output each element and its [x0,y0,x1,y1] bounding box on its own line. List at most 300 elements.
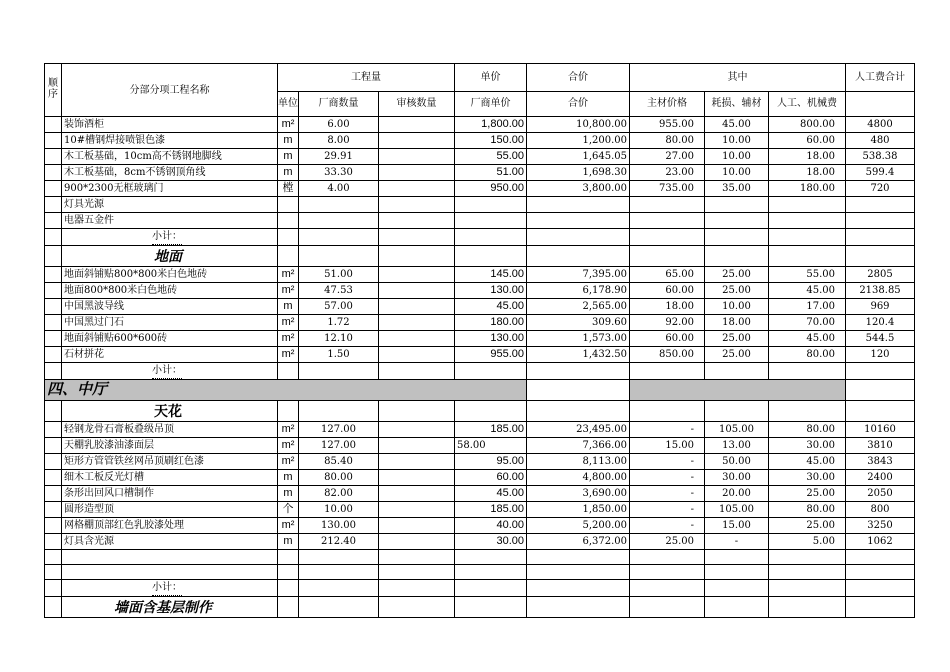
row-total: 7,395.00 [527,267,630,283]
row-total: 2,565.00 [527,299,630,315]
subtotal-row [45,580,915,597]
empty-cell [846,597,915,618]
row-unit: m² [278,267,299,283]
header-labor-total-blank [846,92,915,117]
table-row [45,454,915,470]
row-loss: 15.00 [705,518,769,534]
empty-cell [299,597,379,618]
table-row [45,197,915,213]
row-loss: 10.00 [705,149,769,165]
empty-cell [527,363,630,380]
row-labor: 30.00 [769,470,846,486]
row-seq [45,486,62,502]
empty-cell [527,580,630,597]
row-audit-qty [379,165,455,181]
row-name: 装饰酒柜 [62,117,278,133]
row-qty: 4.00 [299,181,379,197]
empty-cell [299,246,379,267]
row-price: 95.00 [455,454,527,470]
row-loss: 10.00 [705,299,769,315]
table-row [45,502,915,518]
row-audit-qty [379,213,455,229]
table-row [45,422,915,438]
row-price [455,565,527,580]
row-unit: 个 [278,502,299,518]
row-qty: 130.00 [299,518,379,534]
empty-cell [630,246,705,267]
row-labor-total: 3810 [846,438,915,454]
row-seq [45,347,62,363]
row-loss: 30.00 [705,470,769,486]
row-total [527,213,630,229]
empty-cell [278,363,299,380]
row-loss: 20.00 [705,486,769,502]
empty-cell [769,580,846,597]
row-loss: 25.00 [705,267,769,283]
row-material: 27.00 [630,149,705,165]
empty-cell [278,229,299,246]
row-labor: 80.00 [769,502,846,518]
row-total: 1,573.00 [527,331,630,347]
row-price: 130.00 [455,283,527,299]
row-qty: 85.40 [299,454,379,470]
table-row [45,550,915,565]
row-qty: 127.00 [299,422,379,438]
row-seq [45,580,62,597]
row-seq [45,246,62,267]
row-loss: 25.00 [705,331,769,347]
row-material: - [630,502,705,518]
section-end-cell [846,380,915,401]
row-price: 1,800.00 [455,117,527,133]
row-seq [45,565,62,580]
empty-cell [846,246,915,267]
row-price [455,213,527,229]
row-price [455,550,527,565]
row-labor: 18.00 [769,149,846,165]
row-unit: m [278,470,299,486]
empty-cell [630,597,705,618]
row-labor-total: 2050 [846,486,915,502]
table-row [45,117,915,133]
row-loss: 105.00 [705,422,769,438]
row-labor-total: 120 [846,347,915,363]
row-labor-total: 2805 [846,267,915,283]
section-title: 四、中厅 [45,380,527,401]
header-breakdown-group: 其中 [630,64,846,92]
empty-cell [769,597,846,618]
row-price: 51.00 [455,165,527,181]
row-unit: m² [278,422,299,438]
table-row [45,486,915,502]
empty-cell [527,597,630,618]
empty-cell [379,229,455,246]
row-seq [45,534,62,550]
empty-cell [455,246,527,267]
row-loss [705,197,769,213]
subtotal-label: 小计： [152,229,182,245]
row-material: 92.00 [630,315,705,331]
row-labor-total: 544.5 [846,331,915,347]
row-labor: 70.00 [769,315,846,331]
row-total: 1,850.00 [527,502,630,518]
row-loss: 10.00 [705,165,769,181]
row-material: - [630,454,705,470]
row-labor-total [846,197,915,213]
row-name [62,550,278,565]
row-name: 天棚乳胶漆油漆面层 [62,438,278,454]
table-row [45,165,915,181]
row-labor: 60.00 [769,133,846,149]
row-seq [45,117,62,133]
empty-cell [705,580,769,597]
row-unit [278,565,299,580]
subtotal-label-cell [62,363,278,380]
row-name: 细木工板反光灯槽 [62,470,278,486]
row-qty [299,565,379,580]
row-loss: 18.00 [705,315,769,331]
empty-cell [846,229,915,246]
row-seq [45,283,62,299]
row-labor-total: 10160 [846,422,915,438]
row-material [630,550,705,565]
row-labor: 25.00 [769,486,846,502]
subtotal-label-cell [62,580,278,597]
table-row [45,213,915,229]
row-seq [45,299,62,315]
empty-cell [846,363,915,380]
row-unit: m [278,165,299,181]
row-audit-qty [379,422,455,438]
header-qty-group: 工程量 [278,64,455,92]
empty-cell [846,580,915,597]
empty-cell [705,401,769,422]
header-total-group: 合价 [527,64,630,92]
row-unit [278,197,299,213]
row-total: 8,113.00 [527,454,630,470]
row-unit: m [278,133,299,149]
row-total: 4,800.00 [527,470,630,486]
empty-cell [278,401,299,422]
row-name: 地面斜铺贴800*800米白色地砖 [62,267,278,283]
row-labor [769,197,846,213]
row-total: 1,645.05 [527,149,630,165]
row-labor: 5.00 [769,534,846,550]
row-qty: 6.00 [299,117,379,133]
row-seq [45,165,62,181]
empty-cell [379,401,455,422]
row-labor-total: 4800 [846,117,915,133]
table-row [45,518,915,534]
row-loss: 50.00 [705,454,769,470]
quotation-table [44,63,915,618]
header-name: 分部分项工程名称 [62,64,278,117]
empty-cell [278,597,299,618]
row-qty: 57.00 [299,299,379,315]
row-labor: 80.00 [769,347,846,363]
row-seq [45,331,62,347]
row-seq [45,197,62,213]
row-total: 23,495.00 [527,422,630,438]
header-total: 合价 [527,92,630,117]
empty-cell [379,246,455,267]
row-material: 80.00 [630,133,705,149]
row-audit-qty [379,550,455,565]
table-body [45,117,915,618]
empty-cell [705,363,769,380]
row-price: 58.00 [455,438,527,454]
row-total: 6,372.00 [527,534,630,550]
row-material [630,197,705,213]
section-gray-cell [630,380,846,401]
row-labor-total: 2400 [846,470,915,486]
row-price: 45.00 [455,299,527,315]
section-total-cell [527,380,630,401]
row-audit-qty [379,470,455,486]
row-seq [45,454,62,470]
row-audit-qty [379,534,455,550]
row-labor-total: 538.38 [846,149,915,165]
row-price: 955.00 [455,347,527,363]
row-audit-qty [379,283,455,299]
subtotal-row [45,229,915,246]
row-name: 灯具含光源 [62,534,278,550]
row-qty: 80.00 [299,470,379,486]
row-seq [45,597,62,618]
row-labor-total: 1062 [846,534,915,550]
empty-cell [379,597,455,618]
row-name: 网格棚顶部红色乳胶漆处理 [62,518,278,534]
row-material: 25.00 [630,534,705,550]
empty-cell [769,401,846,422]
row-name: 矩形方管管铁丝网吊顶刷红色漆 [62,454,278,470]
row-unit: m [278,299,299,315]
empty-cell [705,246,769,267]
row-loss: 25.00 [705,347,769,363]
row-total [527,197,630,213]
row-price: 130.00 [455,331,527,347]
empty-cell [455,580,527,597]
row-price: 185.00 [455,502,527,518]
row-qty: 1.72 [299,315,379,331]
row-qty [299,550,379,565]
row-material: 23.00 [630,165,705,181]
row-audit-qty [379,117,455,133]
table-row [45,133,915,149]
row-unit: m² [278,454,299,470]
row-seq [45,502,62,518]
row-name: 电器五金件 [62,213,278,229]
row-loss [705,213,769,229]
row-unit: m² [278,518,299,534]
row-loss [705,550,769,565]
subtotal-label-cell [62,229,278,246]
row-material: 15.00 [630,438,705,454]
row-labor: 45.00 [769,331,846,347]
row-audit-qty [379,454,455,470]
row-seq [45,133,62,149]
row-labor: 800.00 [769,117,846,133]
empty-cell [379,363,455,380]
row-seq [45,149,62,165]
row-total: 1,432.50 [527,347,630,363]
empty-cell [299,363,379,380]
row-price: 145.00 [455,267,527,283]
row-price: 60.00 [455,470,527,486]
table-row [45,149,915,165]
row-seq [45,550,62,565]
row-audit-qty [379,331,455,347]
empty-cell [846,401,915,422]
row-labor: 45.00 [769,283,846,299]
empty-cell [299,401,379,422]
row-name: 木工板基础，8cm不锈钢顶角线 [62,165,278,181]
row-labor [769,565,846,580]
empty-cell [630,229,705,246]
subtotal-label: 小计： [152,363,182,379]
subsection-title: 墙面含基层制作 [62,597,278,618]
subsection-row [45,401,915,422]
row-name: 中国黑过门石 [62,315,278,331]
row-seq [45,422,62,438]
row-price [455,197,527,213]
row-seq [45,401,62,422]
row-qty: 10.00 [299,502,379,518]
row-material [630,565,705,580]
row-labor-total: 3843 [846,454,915,470]
row-audit-qty [379,438,455,454]
row-unit: m [278,486,299,502]
row-labor: 80.00 [769,422,846,438]
section-row [45,380,915,401]
row-audit-qty [379,133,455,149]
empty-cell [769,363,846,380]
table-row [45,347,915,363]
row-audit-qty [379,518,455,534]
row-unit: m² [278,347,299,363]
table-row [45,267,915,283]
row-material: 18.00 [630,299,705,315]
row-labor-total: 2138.85 [846,283,915,299]
row-loss: 45.00 [705,117,769,133]
table-row [45,331,915,347]
row-seq [45,438,62,454]
row-name: 地面斜铺贴600*600砖 [62,331,278,347]
empty-cell [527,401,630,422]
row-unit: 樘 [278,181,299,197]
row-name: 条形出回风口槽制作 [62,486,278,502]
row-unit [278,213,299,229]
row-name: 灯具光源 [62,197,278,213]
row-unit: m [278,149,299,165]
row-labor-total: 800 [846,502,915,518]
empty-cell [527,246,630,267]
row-material: - [630,518,705,534]
row-price: 30.00 [455,534,527,550]
row-labor-total: 120.4 [846,315,915,331]
table-row [45,470,915,486]
row-price: 150.00 [455,133,527,149]
row-price: 55.00 [455,149,527,165]
row-loss: 10.00 [705,133,769,149]
row-material: 850.00 [630,347,705,363]
row-name: 石材拼花 [62,347,278,363]
row-seq [45,363,62,380]
row-material: 60.00 [630,283,705,299]
row-audit-qty [379,149,455,165]
row-price: 185.00 [455,422,527,438]
row-total: 3,690.00 [527,486,630,502]
row-labor: 17.00 [769,299,846,315]
row-seq [45,470,62,486]
row-seq [45,229,62,246]
row-qty: 8.00 [299,133,379,149]
row-labor: 25.00 [769,518,846,534]
row-unit: m² [278,331,299,347]
row-labor: 180.00 [769,181,846,197]
row-audit-qty [379,486,455,502]
table-row [45,299,915,315]
subtotal-label: 小计： [152,580,182,596]
row-price: 45.00 [455,486,527,502]
empty-cell [278,580,299,597]
empty-cell [299,580,379,597]
subsection-row [45,597,915,618]
row-qty: 33.30 [299,165,379,181]
row-audit-qty [379,197,455,213]
row-labor: 55.00 [769,267,846,283]
empty-cell [705,597,769,618]
row-seq [45,315,62,331]
row-labor-total [846,213,915,229]
row-qty: 51.00 [299,267,379,283]
row-audit-qty [379,315,455,331]
empty-cell [630,401,705,422]
row-qty: 212.40 [299,534,379,550]
row-name: 中国黑波导线 [62,299,278,315]
row-labor-total: 3250 [846,518,915,534]
row-audit-qty [379,347,455,363]
row-material: 60.00 [630,331,705,347]
empty-cell [455,401,527,422]
empty-cell [630,363,705,380]
row-total: 309.60 [527,315,630,331]
row-loss: 105.00 [705,502,769,518]
table-row [45,565,915,580]
row-audit-qty [379,565,455,580]
row-qty [299,197,379,213]
row-seq [45,267,62,283]
row-name: 轻钢龙骨石膏板叠级吊顶 [62,422,278,438]
row-labor: 30.00 [769,438,846,454]
row-material: 65.00 [630,267,705,283]
row-total: 5,200.00 [527,518,630,534]
row-total [527,565,630,580]
row-loss [705,565,769,580]
row-name: 木工板基础，10cm高不锈钢地脚线 [62,149,278,165]
row-material [630,213,705,229]
table-row [45,438,915,454]
row-name [62,565,278,580]
header-material-price: 主材价格 [630,92,705,117]
row-price: 180.00 [455,315,527,331]
empty-cell [278,246,299,267]
row-price: 950.00 [455,181,527,197]
empty-cell [455,363,527,380]
header-audit-qty: 审核数量 [379,92,455,117]
empty-cell [527,229,630,246]
header-labor-machine: 人工、机械费 [769,92,846,117]
